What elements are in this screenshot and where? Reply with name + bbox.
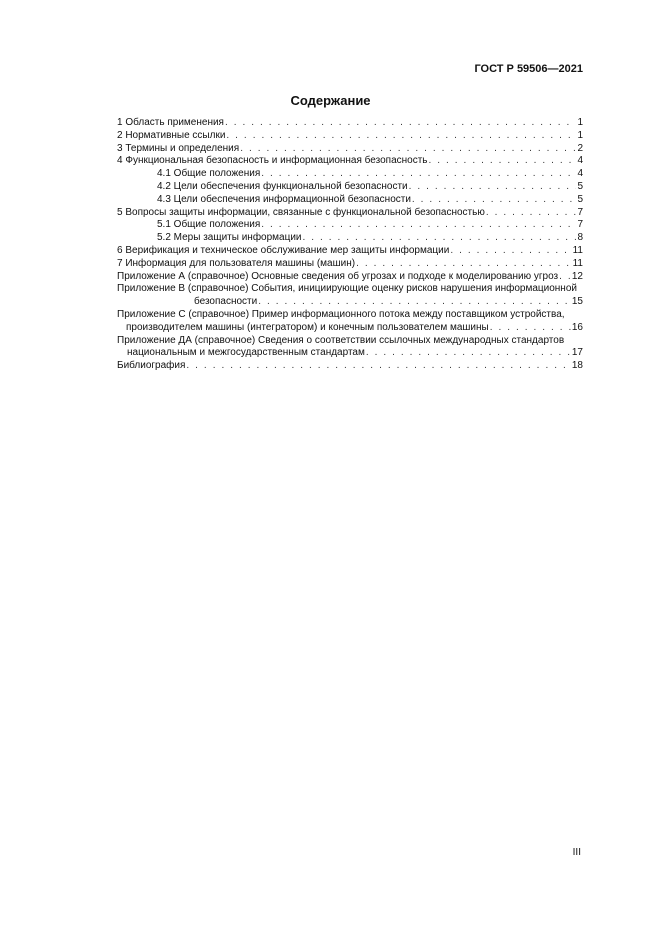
- toc-title: Содержание: [290, 93, 371, 108]
- toc-entry-text: 5 Вопросы защиты информации, связанные с функциональной безопасностью: [117, 206, 485, 218]
- toc-leader: [225, 117, 576, 130]
- toc-page-number: 12: [571, 270, 583, 282]
- toc-page-number: 17: [571, 347, 583, 359]
- toc-page-number: 5: [577, 193, 583, 205]
- toc-leader: [258, 296, 571, 309]
- toc-entry[interactable]: [117, 360, 583, 373]
- toc-leader: [412, 194, 577, 207]
- toc-entry-text-continued: производителем машины (интегратором) и конечным пользователем машины: [126, 321, 489, 333]
- toc-entry-text: 4 Функциональная безопасность и информационная безопасность: [117, 155, 428, 167]
- toc-leader: [261, 168, 576, 181]
- toc-entry-text: Приложение ДА (справочное) Сведения о соответствии ссылочных международных стандартов: [117, 334, 565, 346]
- toc-entry-text-continued: национальным и межгосударственным стандартам: [127, 347, 365, 359]
- toc-entry[interactable]: [117, 283, 583, 309]
- toc-entry[interactable]: [117, 335, 583, 361]
- toc-entry[interactable]: [117, 143, 583, 156]
- toc-leader: [490, 322, 571, 335]
- toc-entry[interactable]: [117, 168, 583, 181]
- toc-page-number: 18: [571, 360, 583, 372]
- toc-entry-text: Приложение А (справочное) Основные сведения об угрозах и подходе к моделированию угроз: [117, 270, 559, 282]
- toc-page-number: 16: [571, 321, 583, 333]
- toc-page-number: 4: [577, 168, 583, 180]
- toc-entry-text: 4.3 Цели обеспечения информационной безопасности: [157, 193, 411, 205]
- toc-entry-text: Приложение В (справочное) События, инициирующие оценку рисков нарушения информационной: [117, 283, 577, 295]
- toc-entry-text: 1 Область применения: [117, 117, 224, 128]
- toc-page-number: 1: [577, 129, 583, 141]
- toc-page-number: 5: [577, 180, 583, 192]
- toc-entry-text: 5.1 Общие положения: [157, 219, 261, 231]
- toc-entry[interactable]: [117, 130, 583, 143]
- toc-entry-text: 5.2 Меры защиты информации: [157, 232, 302, 244]
- toc-leader: [429, 155, 577, 168]
- toc-entry-text: 3 Термины и определения: [117, 142, 240, 154]
- toc-page-number: 8: [577, 232, 583, 244]
- toc-entry[interactable]: [117, 181, 583, 194]
- toc-page-number: 11: [572, 244, 583, 256]
- toc-leader: [486, 207, 577, 220]
- toc-entry[interactable]: [117, 271, 583, 284]
- toc-entry-text: 7 Информация для пользователя машины (машин): [117, 257, 356, 269]
- table-of-contents: [117, 117, 583, 373]
- document-code: ГОСТ Р 59506—2021: [474, 63, 583, 75]
- toc-page-number: 7: [577, 206, 583, 218]
- toc-entry-text: 4.1 Общие положения: [157, 168, 261, 180]
- toc-leader: [366, 347, 571, 360]
- toc-entry[interactable]: [117, 309, 583, 335]
- toc-leader: [559, 271, 571, 284]
- toc-leader: [409, 181, 577, 194]
- toc-page-number: 1: [577, 117, 583, 128]
- toc-entry-text: Библиография: [117, 360, 186, 372]
- toc-entry-text: 2 Нормативные ссылки: [117, 129, 226, 141]
- toc-entry[interactable]: [117, 258, 583, 271]
- toc-entry[interactable]: [117, 245, 583, 258]
- page-folio: III: [572, 847, 581, 858]
- toc-entry-text: 4.2 Цели обеспечения функциональной безопасности: [157, 180, 408, 192]
- toc-entry[interactable]: [117, 232, 583, 245]
- toc-page-number: 11: [572, 257, 583, 269]
- toc-entry[interactable]: [117, 117, 583, 130]
- toc-leader: [261, 219, 576, 232]
- toc-entry-text: Приложение С (справочное) Пример информационного потока между поставщиком устройства,: [117, 308, 565, 320]
- toc-page-number: 4: [577, 155, 583, 167]
- toc-entry[interactable]: [117, 207, 583, 220]
- toc-leader: [226, 130, 576, 143]
- toc-leader: [356, 258, 572, 271]
- toc-leader: [186, 360, 570, 373]
- toc-leader: [450, 245, 571, 258]
- toc-entry[interactable]: [117, 155, 583, 168]
- toc-entry-text-continued: безопасности: [194, 296, 258, 308]
- toc-leader: [303, 232, 577, 245]
- toc-page-number: 7: [577, 219, 583, 231]
- toc-leader: [240, 143, 576, 156]
- toc-page-number: 15: [571, 296, 583, 308]
- toc-entry[interactable]: [117, 219, 583, 232]
- toc-entry-text: 6 Верификация и техническое обслуживание мер защиты информации: [117, 244, 450, 256]
- toc-page-number: 2: [577, 142, 583, 154]
- toc-entry[interactable]: [117, 194, 583, 207]
